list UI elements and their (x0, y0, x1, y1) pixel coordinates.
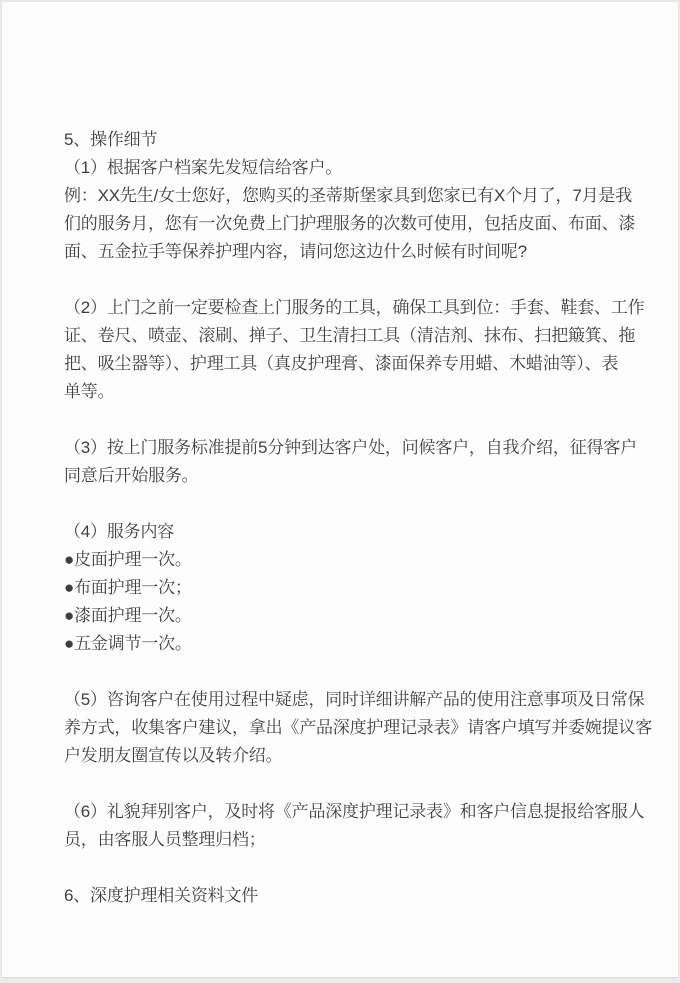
document-page (1, 1, 679, 978)
para-item-5-line: 户发朋友圈宣传以及转介绍。 (64, 746, 283, 765)
para-item-5-line: 养方式，收集客户建议，拿出《产品深度护理记录表》请客户填写并委婉提议客 (64, 718, 652, 737)
para-sms-example-line: 例：XX先生/女士您好，您购买的圣蒂斯堡家具到您家已有X个月了，7月是我 (64, 186, 632, 205)
para-item-3-line: 同意后开始服务。 (64, 466, 199, 485)
service-bullet-item: ●五金调节一次。 (64, 634, 192, 653)
section-heading-operation-details: 5、操作细节 (64, 130, 158, 149)
para-item-5 (64, 686, 652, 770)
para-item-4-service-content (64, 518, 624, 658)
para-item-6-line: （6）礼貌拜别客户，及时将《产品深度护理记录表》和客户信息提报给客服人 (64, 802, 645, 821)
para-item-2-line: 单等。 (64, 382, 115, 401)
para-sms-example-line: 面、五金拉手等保养护理内容，请问您这边什么时候有时间呢? (64, 242, 527, 261)
para-item-1-line: （1）根据客户档案先发短信给客户。 (64, 158, 343, 177)
document-content (2, 2, 678, 910)
para-item-2-line: 证、卷尺、喷壶、滚刷、掸子、卫生清扫工具（清洁剂、抹布、扫把簸箕、拖 (64, 326, 636, 345)
para-item-3-line: （3）按上门服务标准提前5分钟到达客户处，问候客户，自我介绍，征得客户 (64, 438, 637, 457)
para-item-3 (64, 434, 637, 490)
para-item-6-line: 员，由客服人员整理归档； (64, 830, 266, 849)
para-item-6 (64, 798, 645, 854)
section-heading-care-documents: 6、深度护理相关资料文件 (64, 886, 259, 905)
para-sms-example-line: 们的服务月，您有一次免费上门护理服务的次数可使用，包括皮面、布面、漆 (64, 214, 636, 233)
para-item-2 (64, 294, 645, 406)
service-bullet-item: ●漆面护理一次。 (64, 606, 192, 625)
section-care-documents (64, 882, 624, 910)
para-item-5-line: （5）咨询客户在使用过程中疑虑，同时详细讲解产品的使用注意事项及日常保 (64, 690, 645, 709)
para-item-2-line: （2）上门之前一定要检查上门服务的工具，确保工具到位：手套、鞋套、工作 (64, 298, 645, 317)
section-operation-details (64, 126, 636, 266)
para-item-2-line: 把、吸尘器等）、护理工具（真皮护理膏、漆面保养专用蜡、木蜡油等）、表 (64, 354, 619, 373)
service-bullet-item: ●皮面护理一次。 (64, 550, 192, 569)
service-bullet-item: ●布面护理一次； (64, 578, 192, 597)
para-item-4-heading: （4）服务内容 (64, 522, 175, 541)
